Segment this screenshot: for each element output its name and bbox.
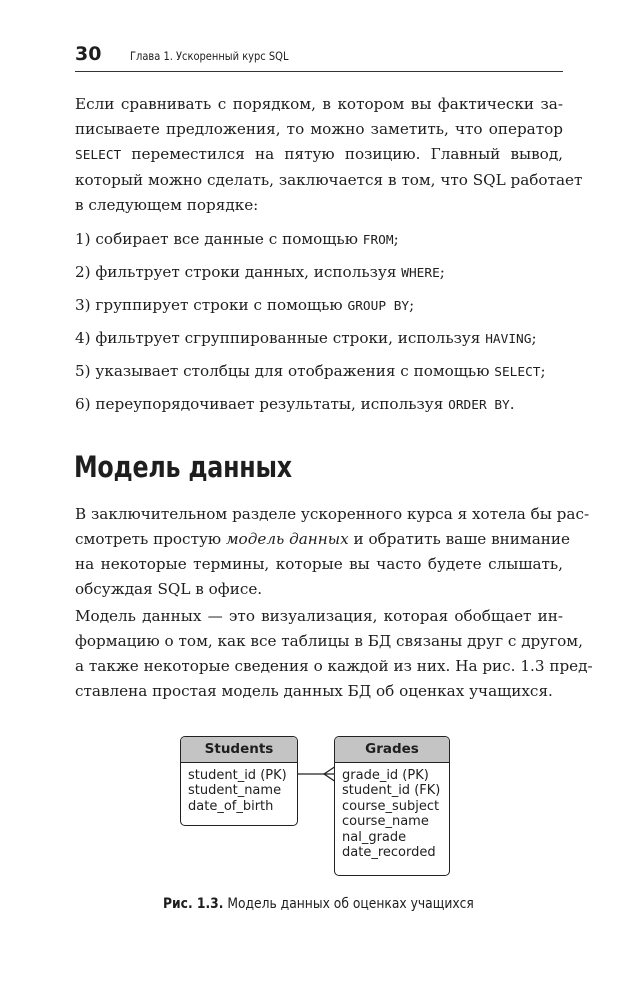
list-item: 4) фильтрует сгруппированные строки, используя HAVING;	[75, 329, 537, 347]
para1-line-4: обсуждая SQL в офисе.	[75, 580, 263, 598]
section-title: Модель данных	[74, 450, 292, 484]
grades-table-title: Grades	[335, 737, 449, 763]
figure-caption-text: Модель данных об оценках учащихся	[223, 896, 474, 912]
table-field: date_recorded	[342, 845, 436, 861]
sql-order-list	[75, 227, 563, 425]
figure-caption	[163, 896, 474, 912]
para1-line-1: В заключительном разделе ускоренного курса я хотела бы рас-	[75, 505, 590, 523]
page-number: 30	[75, 43, 102, 65]
intro-line-5: в следующем порядке:	[75, 196, 259, 214]
list-item: 3) группирует строки с помощью GROUP BY;	[75, 296, 415, 314]
table-field: nal_grade	[342, 829, 407, 845]
grades-table	[334, 736, 450, 876]
list-item: 6) переупорядочивает результаты, используя ORDER BY.	[75, 395, 515, 413]
one-to-many-connector	[298, 762, 336, 786]
paragraph-data-model-definition	[75, 604, 593, 704]
running-title: Глава 1. Ускоренный курс SQL	[130, 49, 289, 63]
students-fields	[181, 763, 297, 814]
paragraph-data-model-intro	[75, 502, 590, 602]
para1-line-2: смотреть простую модель данных и обратить ваше внимание	[75, 530, 571, 548]
intro-line-2: писываете предложения, то можно заметить, что оператор	[75, 120, 563, 138]
table-field: grade_id (PK)	[342, 768, 429, 783]
select-keyword: SELECT	[75, 148, 122, 163]
table-field: student_id (PK)	[188, 768, 287, 783]
para1-line-3: на некоторые термины, которые вы часто будете слышать,	[75, 555, 563, 573]
table-field: date_of_birth	[188, 798, 274, 814]
list-item: 5) указывает столбцы для отображения с помощью SELECT;	[75, 362, 546, 380]
table-field: student_id (FK)	[342, 783, 441, 799]
intro-line-3	[75, 142, 563, 168]
list-item: 2) фильтрует строки данных, используя WHERE;	[75, 263, 445, 281]
table-field: course_subject	[342, 798, 440, 814]
intro-paragraph	[75, 92, 583, 218]
emphasis-term: модель данных	[225, 530, 349, 548]
grades-fields	[335, 763, 449, 860]
figure-label: Рис. 1.3.	[163, 896, 224, 912]
table-field: course_name	[342, 814, 429, 830]
table-field: student_name	[188, 783, 282, 799]
students-table	[180, 736, 298, 826]
running-header	[75, 43, 563, 73]
para2-line-3: а также некоторые сведения о каждой из них. На рис. 1.3 пред-	[75, 657, 593, 675]
para2-line-1: Модель данных — это визуализация, которая обобщает ин-	[75, 607, 563, 625]
intro-line-1: Если сравнивать с порядком, в котором вы фактически за-	[75, 95, 563, 113]
para2-line-4: ставлена простая модель данных БД об оценках учащихся.	[75, 682, 553, 700]
header-rule	[75, 71, 563, 72]
intro-line-3-rest: переместился на пятую позицию. Главный вывод,	[121, 145, 563, 163]
intro-line-4: который можно сделать, заключается в том, что SQL работает	[75, 171, 583, 189]
list-item: 1) собирает все данные с помощью FROM;	[75, 230, 399, 248]
para2-line-2: формацию о том, как все таблицы в БД связаны друг с другом,	[75, 632, 583, 650]
students-table-title: Students	[181, 737, 297, 763]
